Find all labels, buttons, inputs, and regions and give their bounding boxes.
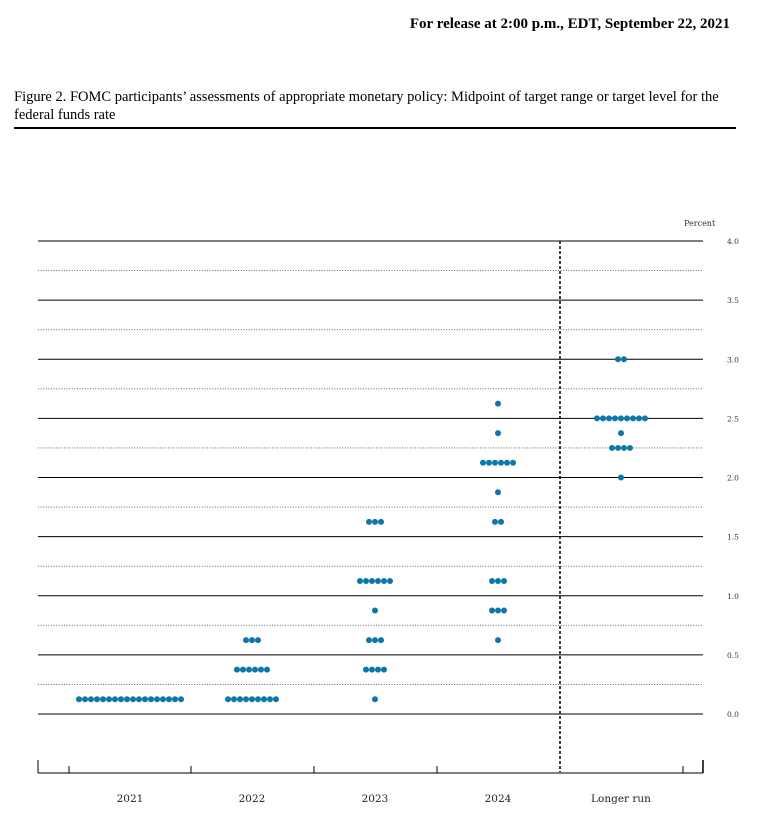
participant-dot — [255, 637, 261, 643]
participant-dot — [492, 460, 498, 466]
participant-dot — [630, 415, 636, 421]
participant-dot — [495, 430, 501, 436]
release-line: For release at 2:00 p.m., EDT, September 22, 2021 — [409, 16, 730, 32]
participant-dot — [372, 637, 378, 643]
participant-dot — [363, 667, 369, 673]
participant-dot — [480, 460, 486, 466]
participant-dot — [237, 696, 243, 702]
y-tick-label: 2.5 — [727, 414, 739, 424]
y-tick-label: 4.0 — [727, 237, 739, 246]
axis-labels — [117, 219, 740, 805]
x-category-label: 2024 — [484, 793, 512, 805]
participant-dot — [387, 578, 393, 584]
participant-dot — [369, 667, 375, 673]
y-tick-label: 3.5 — [727, 296, 739, 306]
participant-dot — [231, 696, 237, 702]
participant-dot — [498, 460, 504, 466]
y-tick-label: 0.5 — [727, 650, 739, 660]
x-category-label: 2022 — [238, 793, 266, 805]
gridlines — [38, 241, 703, 714]
participant-dot — [495, 578, 501, 584]
participant-dot — [381, 578, 387, 584]
participant-dot — [486, 460, 492, 466]
participant-dot — [636, 415, 642, 421]
participant-dots — [76, 356, 648, 702]
participant-dot — [615, 356, 621, 362]
participant-dot — [504, 460, 510, 466]
participant-dot — [624, 415, 630, 421]
participant-dot — [615, 445, 621, 451]
participant-dot — [594, 415, 600, 421]
participant-dot — [606, 415, 612, 421]
participant-dot — [492, 519, 498, 525]
participant-dot — [642, 415, 648, 421]
participant-dot — [627, 445, 633, 451]
participant-dot — [264, 667, 270, 673]
participant-dot — [100, 696, 106, 702]
participant-dot — [600, 415, 606, 421]
participant-dot — [366, 519, 372, 525]
participant-dot — [366, 637, 372, 643]
participant-dot — [225, 696, 231, 702]
participant-dot — [255, 696, 261, 702]
participant-dot — [621, 356, 627, 362]
participant-dot — [249, 637, 255, 643]
participant-dot — [130, 696, 136, 702]
participant-dot — [258, 667, 264, 673]
participant-dot — [618, 430, 624, 436]
participant-dot — [273, 696, 279, 702]
participant-dot — [136, 696, 142, 702]
participant-dot — [234, 667, 240, 673]
participant-dot — [489, 578, 495, 584]
participant-dot — [166, 696, 172, 702]
participant-dot — [240, 667, 246, 673]
participant-dot — [357, 578, 363, 584]
figure-title: Figure 2. FOMC participants’ assessments of appropriate monetary policy: Midpoint of target range or target level for the federal funds rate — [14, 89, 719, 123]
participant-dot — [154, 696, 160, 702]
participant-dot — [160, 696, 166, 702]
participant-dot — [142, 696, 148, 702]
participant-dot — [489, 608, 495, 614]
participant-dot — [618, 415, 624, 421]
participant-dot — [246, 667, 252, 673]
participant-dot — [372, 696, 378, 702]
participant-dot — [501, 608, 507, 614]
participant-dot — [378, 637, 384, 643]
y-tick-label: 1.0 — [727, 591, 739, 601]
participant-dot — [261, 696, 267, 702]
y-tick-label: 1.5 — [727, 532, 739, 542]
participant-dot — [501, 578, 507, 584]
participant-dot — [243, 696, 249, 702]
y-tick-label: 0.0 — [727, 710, 739, 719]
participant-dot — [267, 696, 273, 702]
participant-dot — [381, 667, 387, 673]
participant-dot — [94, 696, 100, 702]
participant-dot — [369, 578, 375, 584]
participant-dot — [495, 637, 501, 643]
participant-dot — [372, 608, 378, 614]
participant-dot — [621, 445, 627, 451]
participant-dot — [249, 696, 255, 702]
participant-dot — [118, 696, 124, 702]
participant-dot — [172, 696, 178, 702]
participant-dot — [112, 696, 118, 702]
participant-dot — [609, 445, 615, 451]
y-unit-label: Percent — [684, 219, 716, 228]
participant-dot — [88, 696, 94, 702]
participant-dot — [363, 578, 369, 584]
participant-dot — [510, 460, 516, 466]
participant-dot — [495, 608, 501, 614]
y-tick-label: 3.0 — [727, 355, 739, 365]
y-tick-label: 2.0 — [727, 473, 739, 483]
participant-dot — [372, 519, 378, 525]
x-category-label: Longer run — [591, 793, 651, 805]
participant-dot — [243, 637, 249, 643]
participant-dot — [375, 667, 381, 673]
participant-dot — [375, 578, 381, 584]
participant-dot — [618, 475, 624, 481]
participant-dot — [148, 696, 154, 702]
participant-dot — [495, 489, 501, 495]
participant-dot — [495, 401, 501, 407]
participant-dot — [82, 696, 88, 702]
participant-dot — [498, 519, 504, 525]
participant-dot — [76, 696, 82, 702]
x-category-label: 2023 — [361, 793, 389, 805]
participant-dot — [252, 667, 258, 673]
x-category-label: 2021 — [116, 793, 144, 805]
participant-dot — [106, 696, 112, 702]
participant-dot — [124, 696, 130, 702]
participant-dot — [178, 696, 184, 702]
participant-dot — [378, 519, 384, 525]
participant-dot — [612, 415, 618, 421]
